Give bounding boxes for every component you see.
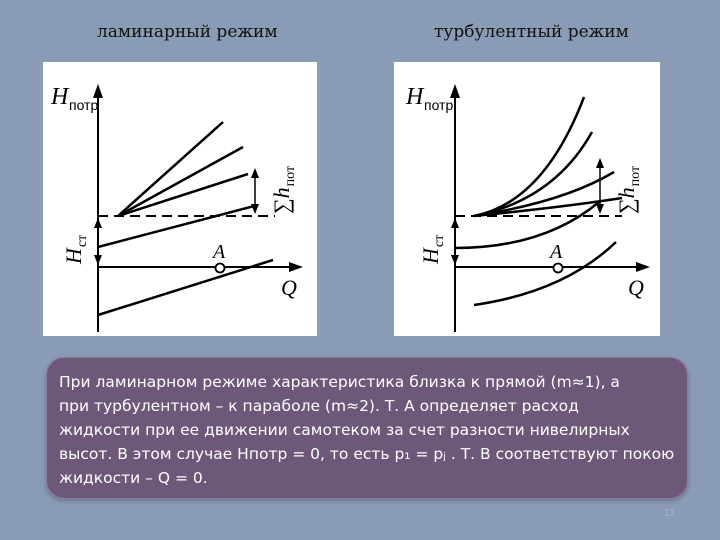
- explanation-text: При ламинарном режиме характеристика близка к прямой (m≈1), а при турбулентном – к параболе (m≈2). Т. А определяет расход жидкости при ее движении самотеком за счет разности нивелирных высот. В этом случае Hпотр = 0, то есть p₁ = pⱼ . Т. В соответствуют покою жидкости – Q = 0.: [59, 373, 675, 487]
- h-potr-sub: потр: [424, 97, 454, 113]
- laminar-diagram-svg: [43, 62, 317, 336]
- characteristic-line-1: [118, 122, 223, 216]
- lower-curve: [474, 242, 616, 305]
- sum-h-arrow-head-bottom: [251, 204, 259, 214]
- point-a-marker: [216, 264, 225, 273]
- explanation-callout: [46, 357, 688, 499]
- sum-h-arrow-head-top: [596, 158, 604, 168]
- h-st-arrow-head-bottom: [451, 255, 459, 265]
- h-potr-label: H: [51, 84, 69, 110]
- turbulent-diagram: [394, 62, 660, 336]
- h-st-arrow-head-top: [451, 218, 459, 228]
- sum-h-arrow-head-top: [251, 168, 259, 178]
- h-potr-sub: потр: [69, 97, 99, 113]
- h-st-arrow-head-top: [94, 218, 102, 228]
- h-st-label: $H_{ст}$: [61, 234, 90, 264]
- heading-laminar: ламинарный режим: [97, 22, 278, 42]
- slide-number: 17: [664, 508, 676, 519]
- laminar-diagram: [43, 62, 317, 336]
- y-axis-arrow: [450, 84, 460, 98]
- lower-line: [98, 260, 273, 315]
- characteristic-curve-1: [474, 97, 584, 216]
- sum-h-label: $\sum h_{пот}$: [269, 165, 298, 214]
- h-st-label: $H_{ст}$: [418, 234, 447, 264]
- point-a-label: A: [213, 241, 226, 263]
- system-curve: [455, 202, 599, 248]
- q-label: Q: [281, 275, 297, 300]
- x-axis-arrow: [636, 262, 650, 272]
- q-label: Q: [628, 275, 644, 300]
- turbulent-diagram-svg: [394, 62, 660, 336]
- sum-h-label: $\sum h_{пот}$: [614, 165, 643, 214]
- sum-h-arrow-head-bottom: [596, 204, 604, 214]
- heading-turbulent: турбулентный режим: [434, 22, 629, 42]
- y-axis-arrow: [93, 84, 103, 98]
- h-st-arrow-head-bottom: [94, 255, 102, 265]
- h-potr-label: H: [406, 84, 424, 110]
- point-a-marker: [554, 264, 563, 273]
- point-a-label: A: [550, 241, 563, 263]
- x-axis-arrow: [289, 262, 303, 272]
